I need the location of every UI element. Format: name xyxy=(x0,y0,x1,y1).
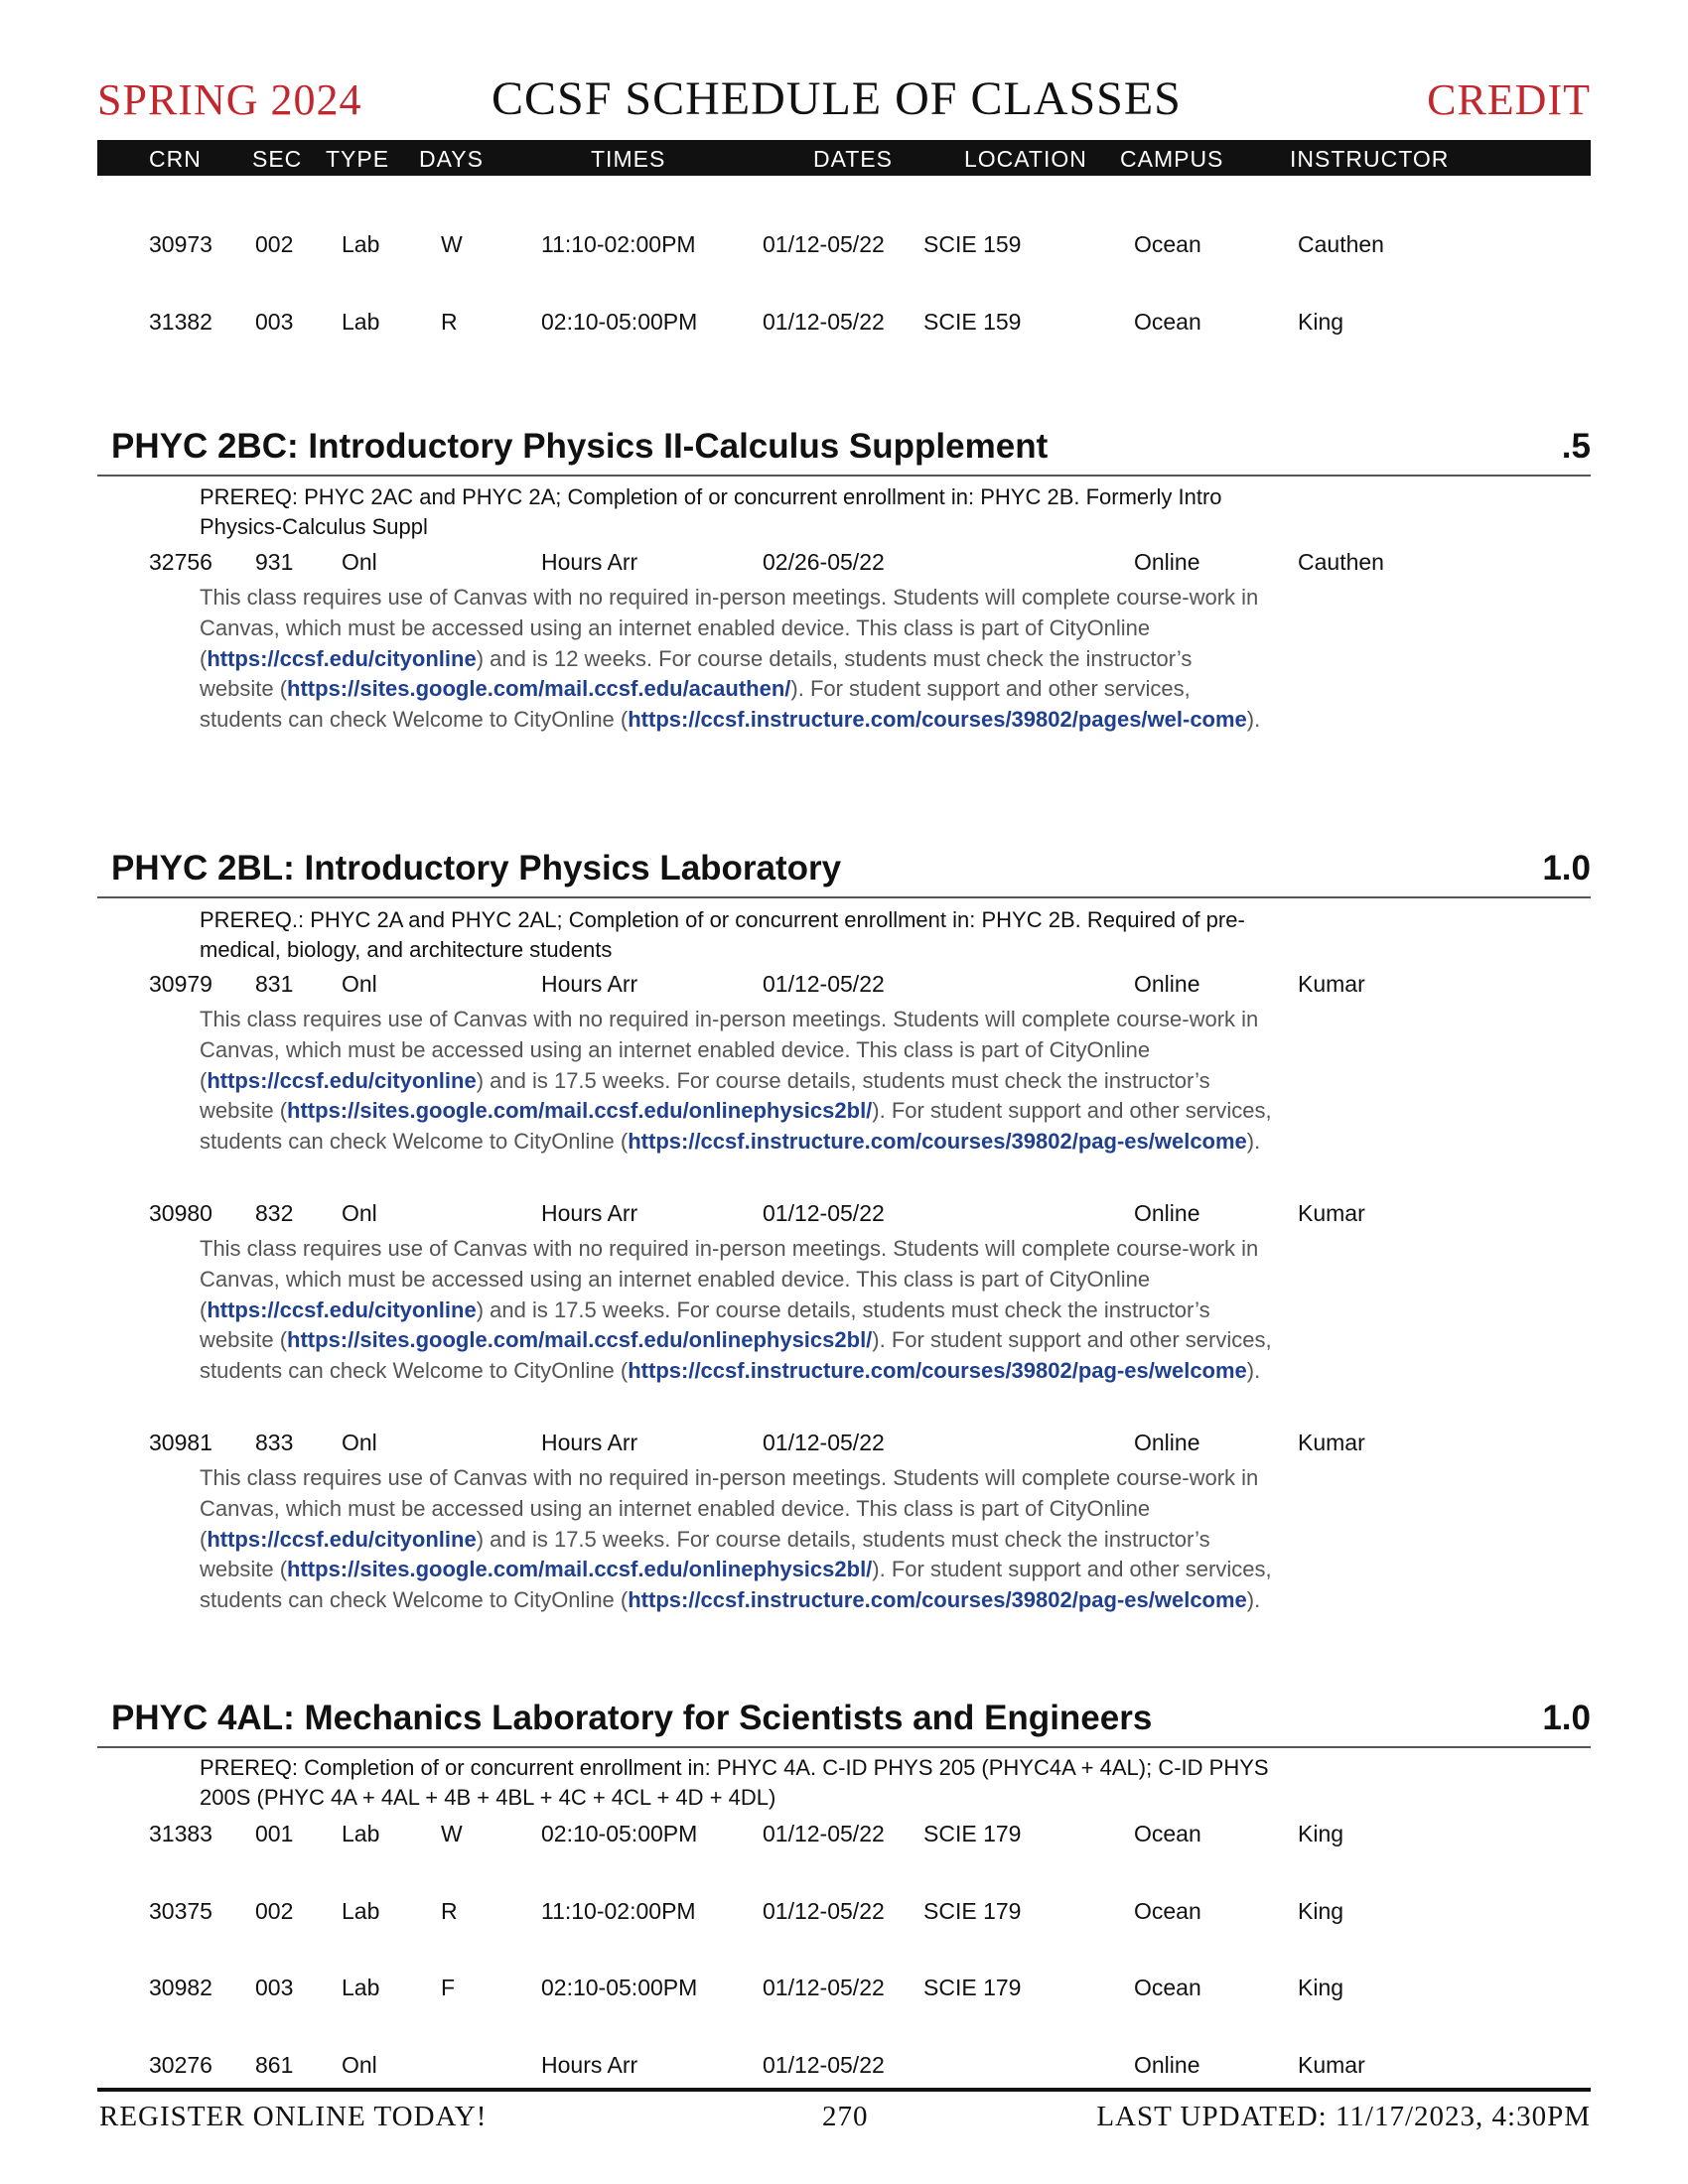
prereq-line: medical, biology, and architecture students xyxy=(200,937,613,962)
type: Onl xyxy=(342,2052,377,2078)
instructor-website-link[interactable]: https://sites.google.com/mail.ccsf.edu/acauthen/ xyxy=(287,676,791,702)
instructor: King xyxy=(1298,1975,1344,2000)
page-title: CCSF SCHEDULE OF CLASSES xyxy=(492,72,1182,125)
section-row xyxy=(0,549,1688,579)
section-row xyxy=(0,1200,1688,1230)
sec: 833 xyxy=(255,1430,294,1455)
section-row xyxy=(0,309,1688,339)
col-instructor: INSTRUCTOR xyxy=(1290,146,1450,172)
col-days: DAYS xyxy=(419,146,484,172)
dates: 01/12-05/22 xyxy=(763,971,885,997)
instructor-website-link[interactable]: https://sites.google.com/mail.ccsf.edu/onlinephysics2bl/ xyxy=(287,1098,873,1124)
prereq-text xyxy=(200,1753,1272,1813)
section-row xyxy=(0,1430,1688,1459)
dates: 01/12-05/22 xyxy=(763,2052,885,2078)
days: R xyxy=(441,309,458,335)
instructor-website-link[interactable]: https://sites.google.com/mail.ccsf.edu/onlinephysics2bl/ xyxy=(287,1327,873,1353)
section-note: This class requires use of Canvas with no required in-person meetings. Students will complete course-work in Canvas, which must be accessed using an internet enabled device. This class is part of CityOnline (https://ccsf.edu/cityonline) and is 17.5 weeks. For course details, students must check the instructor’s website (https://sites.google.com/mail.ccsf.edu/onlinephysics2bl/). For student support and other services, students can check Welcome to CityOnline (https://ccsf.instructure.com/courses/39802/pag-es/welcome). xyxy=(200,1236,1272,1384)
course-divider xyxy=(97,475,1591,477)
instructor: King xyxy=(1298,309,1344,335)
course-title: PHYC 2BL: Introductory Physics Laboratory xyxy=(111,849,842,887)
campus: Online xyxy=(1134,1200,1200,1226)
days: W xyxy=(441,1821,463,1846)
prereq-text xyxy=(200,482,1272,542)
col-type: TYPE xyxy=(326,146,390,172)
type: Onl xyxy=(342,549,377,575)
prereq-text xyxy=(200,905,1272,965)
instructor: Cauthen xyxy=(1298,231,1384,257)
sec: 861 xyxy=(255,2052,294,2078)
times: Hours Arr xyxy=(541,971,638,997)
times: Hours Arr xyxy=(541,549,638,575)
term-label: SPRING 2024 xyxy=(97,75,362,124)
days: W xyxy=(441,231,463,257)
type: Onl xyxy=(342,1200,377,1226)
prereq-line: PREREQ: PHYC 2AC and PHYC 2A; Completion of or concurrent enrollment in: PHYC 2B. Formerly Intro xyxy=(200,484,1222,509)
instructor: Kumar xyxy=(1298,2052,1365,2078)
crn: 30981 xyxy=(149,1430,212,1455)
sec: 002 xyxy=(255,1898,294,1924)
type: Lab xyxy=(342,1975,380,2000)
category-label: CREDIT xyxy=(1427,75,1591,124)
type: Onl xyxy=(342,1430,377,1455)
col-location: LOCATION xyxy=(964,146,1087,172)
dates: 01/12-05/22 xyxy=(763,1821,885,1846)
sec: 831 xyxy=(255,971,294,997)
course-title: PHYC 2BC: Introductory Physics II-Calculus Supplement xyxy=(111,427,1049,466)
campus: Online xyxy=(1134,1430,1200,1455)
prereq-line: Physics-Calculus Suppl xyxy=(200,514,428,539)
sec: 003 xyxy=(255,1975,294,2000)
sec: 002 xyxy=(255,231,294,257)
course-units: 1.0 xyxy=(1542,1699,1591,1737)
section-row xyxy=(0,1898,1688,1928)
days: R xyxy=(441,1898,458,1924)
sec: 003 xyxy=(255,309,294,335)
type: Lab xyxy=(342,309,380,335)
crn: 30982 xyxy=(149,1975,212,2000)
campus: Ocean xyxy=(1134,309,1201,335)
section-row xyxy=(0,971,1688,1001)
welcome-cityonline-link[interactable]: https://ccsf.instructure.com/courses/39802/pag-es/welcome xyxy=(628,1587,1247,1613)
crn: 30979 xyxy=(149,971,212,997)
welcome-cityonline-link[interactable]: https://ccsf.instructure.com/courses/39802/pag-es/welcome xyxy=(628,1129,1247,1155)
times: 02:10-05:00PM xyxy=(541,1821,698,1846)
dates: 01/12-05/22 xyxy=(763,1200,885,1226)
crn: 30375 xyxy=(149,1898,212,1924)
welcome-cityonline-link[interactable]: https://ccsf.instructure.com/courses/39802/pag-es/welcome xyxy=(628,1358,1247,1384)
type: Lab xyxy=(342,1898,380,1924)
section-row xyxy=(0,231,1688,261)
section-row xyxy=(0,1975,1688,2004)
column-header-bar xyxy=(97,140,1591,176)
campus: Online xyxy=(1134,971,1200,997)
cityonline-link[interactable]: https://ccsf.edu/cityonline xyxy=(207,1067,477,1093)
col-campus: CAMPUS xyxy=(1120,146,1224,172)
times: Hours Arr xyxy=(541,2052,638,2078)
campus: Online xyxy=(1134,549,1200,575)
prereq-line: PREREQ.: PHYC 2A and PHYC 2AL; Completion of or concurrent enrollment in: PHYC 2B. Required of pre- xyxy=(200,907,1245,932)
crn: 32756 xyxy=(149,549,212,575)
instructor: King xyxy=(1298,1821,1344,1846)
section-row xyxy=(0,1821,1688,1850)
instructor-website-link[interactable]: https://sites.google.com/mail.ccsf.edu/onlinephysics2bl/ xyxy=(287,1557,873,1582)
section-row xyxy=(0,2052,1688,2082)
section-note: This class requires use of Canvas with no required in-person meetings. Students will complete course-work in Canvas, which must be accessed using an internet enabled device. This class is part of CityOnline (https://ccsf.edu/cityonline) and is 12 weeks. For course details, students must check the instructor’s website (https://sites.google.com/mail.ccsf.edu/acauthen/). For student support and other services, students can check Welcome to CityOnline (https://ccsf.instructure.com/courses/39802/pages/wel-come). xyxy=(200,585,1261,733)
section-note: This class requires use of Canvas with no required in-person meetings. Students will complete course-work in Canvas, which must be accessed using an internet enabled device. This class is part of CityOnline (https://ccsf.edu/cityonline) and is 17.5 weeks. For course details, students must check the instructor’s website (https://sites.google.com/mail.ccsf.edu/onlinephysics2bl/). For student support and other services, students can check Welcome to CityOnline (https://ccsf.instructure.com/courses/39802/pag-es/welcome). xyxy=(200,1007,1272,1155)
instructor: Kumar xyxy=(1298,971,1365,997)
prereq-line: 200S (PHYC 4A + 4AL + 4B + 4BL + 4C + 4CL + 4D + 4DL) xyxy=(200,1785,776,1810)
dates: 01/12-05/22 xyxy=(763,1430,885,1455)
cityonline-link[interactable]: https://ccsf.edu/cityonline xyxy=(207,645,477,671)
col-crn: CRN xyxy=(149,146,202,172)
location: SCIE 159 xyxy=(923,309,1022,335)
col-times: TIMES xyxy=(591,146,666,172)
crn: 31382 xyxy=(149,309,212,335)
last-updated-text: LAST UPDATED: 11/17/2023, 4:30PM xyxy=(1096,2101,1591,2132)
location: SCIE 179 xyxy=(923,1898,1022,1924)
prereq-line: PREREQ: Completion of or concurrent enrollment in: PHYC 4A. C-ID PHYS 205 (PHYC4A + 4AL); C-ID PHYS xyxy=(200,1755,1269,1780)
col-dates: DATES xyxy=(813,146,893,172)
times: 11:10-02:00PM xyxy=(541,231,696,257)
instructor: King xyxy=(1298,1898,1344,1924)
footer-divider xyxy=(97,2088,1591,2092)
dates: 01/12-05/22 xyxy=(763,231,885,257)
instructor: Kumar xyxy=(1298,1200,1365,1226)
register-online-text: REGISTER ONLINE TODAY! xyxy=(99,2101,488,2132)
dates: 01/12-05/22 xyxy=(763,309,885,335)
campus: Ocean xyxy=(1134,1975,1201,2000)
crn: 30276 xyxy=(149,2052,212,2078)
location: SCIE 179 xyxy=(923,1975,1022,2000)
campus: Ocean xyxy=(1134,231,1201,257)
type: Lab xyxy=(342,231,380,257)
cityonline-link[interactable]: https://ccsf.edu/cityonline xyxy=(207,1297,477,1322)
times: Hours Arr xyxy=(541,1200,638,1226)
crn: 31383 xyxy=(149,1821,212,1846)
course-units: .5 xyxy=(1561,427,1591,466)
course-units: 1.0 xyxy=(1542,849,1591,887)
type: Lab xyxy=(342,1821,380,1846)
times: 02:10-05:00PM xyxy=(541,309,698,335)
times: Hours Arr xyxy=(541,1430,638,1455)
type: Onl xyxy=(342,971,377,997)
col-sec: SEC xyxy=(252,146,303,172)
campus: Online xyxy=(1134,2052,1200,2078)
section-note: This class requires use of Canvas with no required in-person meetings. Students will complete course-work in Canvas, which must be accessed using an internet enabled device. This class is part of CityOnline (https://ccsf.edu/cityonline) and is 17.5 weeks. For course details, students must check the instructor’s website (https://sites.google.com/mail.ccsf.edu/onlinephysics2bl/). For student support and other services, students can check Welcome to CityOnline (https://ccsf.instructure.com/courses/39802/pag-es/welcome). xyxy=(200,1465,1272,1613)
course-divider xyxy=(97,1746,1591,1748)
crn: 30980 xyxy=(149,1200,212,1226)
times: 11:10-02:00PM xyxy=(541,1898,696,1924)
location: SCIE 179 xyxy=(923,1821,1022,1846)
days: F xyxy=(441,1975,456,2000)
welcome-cityonline-link[interactable]: https://ccsf.instructure.com/courses/39802/pages/wel-come xyxy=(628,707,1247,733)
times: 02:10-05:00PM xyxy=(541,1975,698,2000)
page-number: 270 xyxy=(822,2101,869,2132)
dates: 01/12-05/22 xyxy=(763,1975,885,2000)
crn: 30973 xyxy=(149,231,212,257)
sec: 931 xyxy=(255,549,294,575)
course-title: PHYC 4AL: Mechanics Laboratory for Scientists and Engineers xyxy=(111,1699,1153,1737)
dates: 01/12-05/22 xyxy=(763,1898,885,1924)
cityonline-link[interactable]: https://ccsf.edu/cityonline xyxy=(207,1526,477,1552)
course-divider xyxy=(97,896,1591,898)
instructor: Cauthen xyxy=(1298,549,1384,575)
campus: Ocean xyxy=(1134,1898,1201,1924)
sec: 832 xyxy=(255,1200,294,1226)
campus: Ocean xyxy=(1134,1821,1201,1846)
location: SCIE 159 xyxy=(923,231,1022,257)
instructor: Kumar xyxy=(1298,1430,1365,1455)
dates: 02/26-05/22 xyxy=(763,549,885,575)
sec: 001 xyxy=(255,1821,294,1846)
